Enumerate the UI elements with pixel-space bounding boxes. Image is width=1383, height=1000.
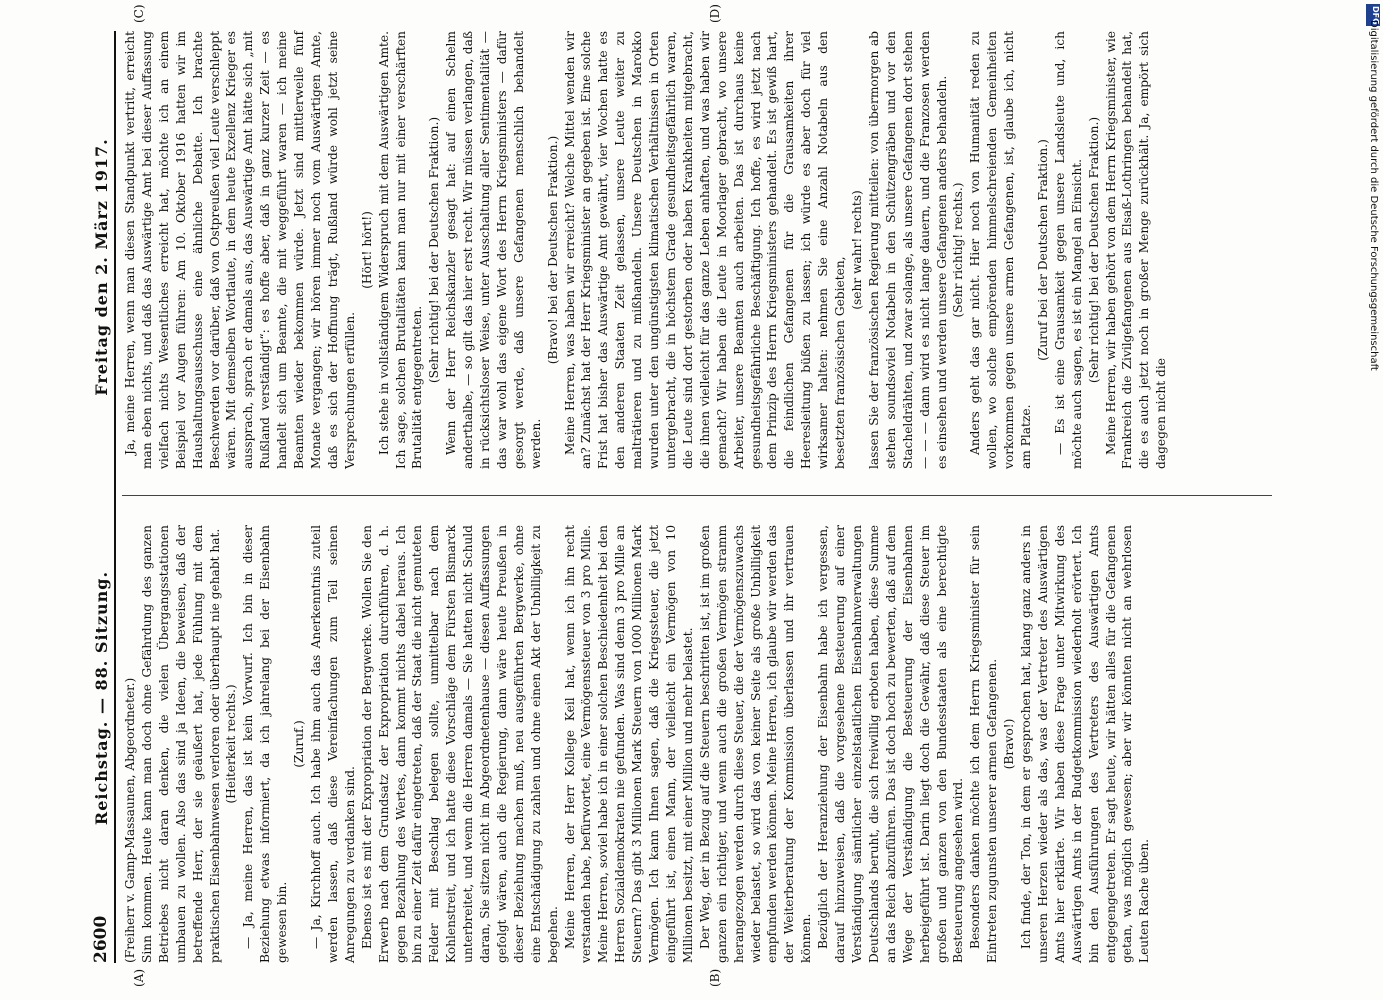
page-number: 2600	[91, 915, 111, 963]
funding-credit	[1365, 20, 1379, 980]
paragraph: Ja, meine Herren, wenn man diesen Standpunkt vertritt, erreicht man eben nichts, und daß das Auswärtige Amt bei dieser Auffassung vielfach nichts Wesentliches erreicht hat, möchte ich an einem Beispiel vor Augen führen: Am 10. Oktober 1916 hatten wir im Haushaltungsausschusse eine ähnliche Debatte. Ich brachte Beschwerden vor darüber, daß von Ostpreußen viel Leute verschleppt wären. Mit demselben Wortlaute, in dem heute Exzellenz Krieger es aussprach, sprach er damals aus, das Auswärtige Amt hätte sich „mit Rußland verständigt“: es hoffe aber, daß in ganz kurzer Zeit — es handelt sich um Beamte, die mit weggeführt waren — ich meine Beamten wieder bekommen würde. Jetzt sind mittlerweile fünf Monate vergangen; wir hören immer noch vom Auswärtigen Amte, daß es sich der Hoffnung trägt, Rußland würde wohl jetzt seine Versprechungen erfüllen.	[123, 31, 357, 469]
paragraph: Der Weg, der in Bezug auf die Steuern beschritten ist, ist im großen ganzen ein richtiger, und wenn auch die großen Vermögen stramm herangezogen werden durch diese Steuer, die der Vermögenszuwachs wieder belastet, so wird das von keiner Seite als große Unbilligkeit empfunden werden können. Meine Herren, ich glaube wir werden das der Weiterberatung der Kommission überlassen und ihr vertrauen können.	[697, 525, 814, 963]
margin-marker-b: (B)	[708, 968, 722, 987]
paragraph: Meine Herren, der Herr Kollege Keil hat, wenn ich ihn recht verstanden habe, befürwortet, eine Vermögenssteuer von 3 pro Mille. Meine Herren, soviel habe ich in einer solchen Beschiedenheit bei den Herren Sozialdemokraten nie gefunden. Was sind denn 3 pro Mille an Steuern? Das gibt 3 Millionen Mark Steuern von 1000 Millionen Mark Vermögen. Ich kann Ihnen sagen, daß die Kriegssteuer, die jetzt eingeführt ist, einen Mann, der vielleicht ein Vermögen von 10 Millionen besitzt, mit einer Million und mehr belastet.	[562, 525, 695, 963]
paragraph: Sinn kommen. Heute kann man doch ohne Gefährdung des ganzen Betriebes nicht daran denken, die vielen Übergangsstationen umbauen zu wollen. Also das sind ja Ideen, die beweisen, daß der betreffende Herr, der sie geäußert hat, jede Fühlung mit dem praktischen Eisenbahnwesen verloren oder überhaupt nie gehabt hat.	[139, 525, 222, 963]
paragraph: Ich finde, der Ton, in dem er gesprochen hat, klang ganz anders in unseren Herzen wieder als das, was der Vertreter des Auswärtigen Amts hier erklärte. Wir haben diese Frage unter Mitwirkung des Auswärtigen Amts in der Budgetkommission wiederholt erörtert. Ich bin den Ausführungen des Vertreters des Auswärtigen Amts entgegengetreten. Er sagt heute, wir hätten alles für die Gefangenen getan, was möglich gewesen; aber wir könnten nicht an wehrlosen Leuten Rache üben.	[1019, 525, 1152, 963]
interjection: (Sehr richtig! bei der Deutschen Fraktion.)	[427, 116, 442, 384]
paragraph: Ebenso ist es mit der Expropriation der Bergwerke. Wollen Sie den Erwerb nach dem Grundsatz der Expropriation durchführen, d. h. gegen Bezahlung des Wertes, dann kommt nichts dabei heraus. Ich bin zu einer Zeit dafür eingetreten, daß der Staat die nicht gemuteten Felder mit Beschlag belegen sollte, unmittelbar nach dem Kohlenstreit, und ich hatte diese Vorschläge dem Fürsten Bismarck unterbreitet, und wenn die Herren damals — Sie hatten nicht Schuld daran, Sie sitzen nicht im Abgeordnetenhause — diesen Auffassungen gefolgt wären, auch die Regierung, dann wäre heute Preußen in dieser Beziehung machen muß, neu ausgeführten Bergwerke, ohne eine Entschädigung zu zahlen und ohne einen Akt der Unbilligkeit zu begehen.	[359, 525, 560, 963]
interjection: (Heiterkeit rechts.)	[224, 684, 239, 804]
paragraph: lassen Sie der französischen Regierung mitteilen: von übermorgen ab stehen soundsoviel Notabeln in den Schützengräben und vor den Stacheldrähten, und zwar solange, als unsere Gefangenen dort stehen — — — dann wird es nicht lange dauern, und die Franzosen werden es einsehen und werden unsere Gefangenen anders behandeln.	[866, 31, 949, 469]
dfg-logo: DFG	[1366, 4, 1380, 26]
interjection: (Sehr richtig! rechts.)	[951, 182, 966, 318]
column-divider	[122, 495, 1272, 496]
column-left	[122, 525, 1153, 963]
interjection: (Sehr richtig! bei der Deutschen Fraktion.)	[1086, 116, 1101, 384]
margin-marker-d: (D)	[708, 4, 722, 23]
interjection: (Bravo! bei der Deutschen Fraktion.)	[545, 135, 560, 365]
interjection: (Hört! hört!)	[359, 211, 374, 289]
funding-credit-text: Digitalisierung gefördert durch die Deutsche Forschungsgemeinschaft	[1368, 20, 1379, 371]
paragraph: Meine Herren, wir haben gehört von dem Herrn Kriegsminister, wie Frankreich die Zivilgefangenen aus Elsaß-Lothringen behandelt hat, die es auch jetzt noch in großer Menge zurückhält. Ja, empört sich dagegen nicht die	[1103, 31, 1169, 469]
paragraph: Bezüglich der Heranziehung der Eisenbahn habe ich vergessen, darauf hinzuweisen, daß die vorgesehene Besteuerung auf einer Verständigung sämtlicher einzelstaatlichen Eisenbahnverwaltungen Deutschlands beruht, die sich freiwillig erboten haben, diese Summe an das Reich abzuführen. Das ist doch hoch zu bewerten, daß auf dem Wege der Verständigung die Besteuerung der Eisenbahnen herbeigeführt ist. Darin liegt doch die Gewähr, daß diese Steuer im großen und ganzen von den Bundesstaaten als eine berechtigte Besteuerung angesehen wird.	[816, 525, 966, 963]
paragraph: Besonders danken möchte ich dem Herrn Kriegsminister für sein Eintreten zugunsten unserer armen Gefangenen.	[968, 525, 1000, 963]
paragraph: — Ja, Kirchhoff auch. Ich habe ihm auch das Anerkenntnis zuteil werden lassen, daß diese Vereinfachungen zum Teil seinen Anregungen zu verdanken sind.	[308, 525, 357, 963]
header-right: Freitag den 2. März 1917.	[91, 138, 111, 396]
paragraph: — Ja, meine Herren, das ist kein Vorwurf. Ich bin in dieser Beziehung etwas informiert, da ich jahrelang bei der Eisenbahn gewesen bin.	[241, 525, 290, 963]
interjection: (Zuruf bei der Deutschen Fraktion.)	[1035, 139, 1050, 361]
rotated-page-content	[88, 4, 1278, 987]
paragraph: Wenn der Herr Reichskanzler gesagt hat: auf einen Schelm anderthalbe, — so gilt das hier erst recht. Wir müssen verlangen, daß in rücksichtsloser Weise, unter Ausschaltung aller Sentimentalität — das war wohl das eigene Wort des Herrn Kriegsministers — dafür gesorgt werde, daß unsere Gefangenen menschlich behandelt werden.	[444, 31, 543, 469]
page-header	[88, 31, 116, 963]
header-left: Reichstag. — 88. Sitzung.	[91, 570, 111, 826]
interjection: (Bravo!)	[1002, 718, 1017, 770]
paragraph: Meine Herren, was haben wir erreicht? Welche Mittel wenden wir an? Zunächst hat der Herr Kriegsminister an gegeben ist. Eine solche Frist hat bisher das Auswärtige Amt gewährt, vier Wochen hatte es den anderen Staaten Zeit gelassen, unsere Leute weiter zu malträtieren und zu mißhandeln. Unsere Deutschen in Marokko wurden unter den ungünstigsten klimatischen Verhältnissen in Orten untergebracht, die in höchstem Grade gesundheitsgefährlich waren, die Leute sind dort gestorben oder haben Krankheiten mitgebracht, die ihnen vielleicht für das ganze Leben anhaften, und was haben wir gemacht? Wir haben die Leute in Moorlager gebracht, wo unsere Arbeiter, unsere Beamten auch arbeiten. Das ist durchaus keine gesundheitsgefährliche Beschäftigung. Ich hoffe, es wird jetzt nach dem Prinzip des Herrn Kriegsministers gehandelt. Es ist gewiß hart, die feindlichen Gefangenen für die Grausamkeiten ihrer Heeresleitung büßen zu lassen; ich würde es aber doch für viel wirksamer halten: nehmen Sie eine Anzahl Notabeln aus den besetzten französischen Gebieten,	[562, 31, 848, 469]
margin-marker-a: (A)	[132, 968, 146, 987]
paragraph: Ich stehe in vollständigem Widerspruch mit dem Auswärtigen Amte. Ich sage, solchen Brutalitäten kann man nur mit einer verschärften Brutalität entgegentreten.	[376, 31, 425, 469]
paragraph: Anders geht das gar nicht. Hier noch von Humanität reden zu wollen, wo solche empörenden himmelschreienden Gemeinheiten vorkommen gegen unsere armen Gefangenen, ist, glaube ich, nicht am Platze.	[968, 31, 1034, 469]
speaker-line: (Freiherr v. Gamp-Massaunen, Abgeordneter.)	[123, 677, 137, 963]
paragraph: — Es ist eine Grausamkeit gegen unsere Landsleute und, ich möchte auch sagen, es ist ein Mangel an Einsicht.	[1052, 31, 1084, 469]
interjection: (Zuruf.)	[292, 720, 307, 768]
column-right	[122, 31, 1170, 469]
margin-marker-c: (C)	[132, 4, 146, 23]
interjection: (sehr wahr! rechts)	[849, 190, 864, 310]
